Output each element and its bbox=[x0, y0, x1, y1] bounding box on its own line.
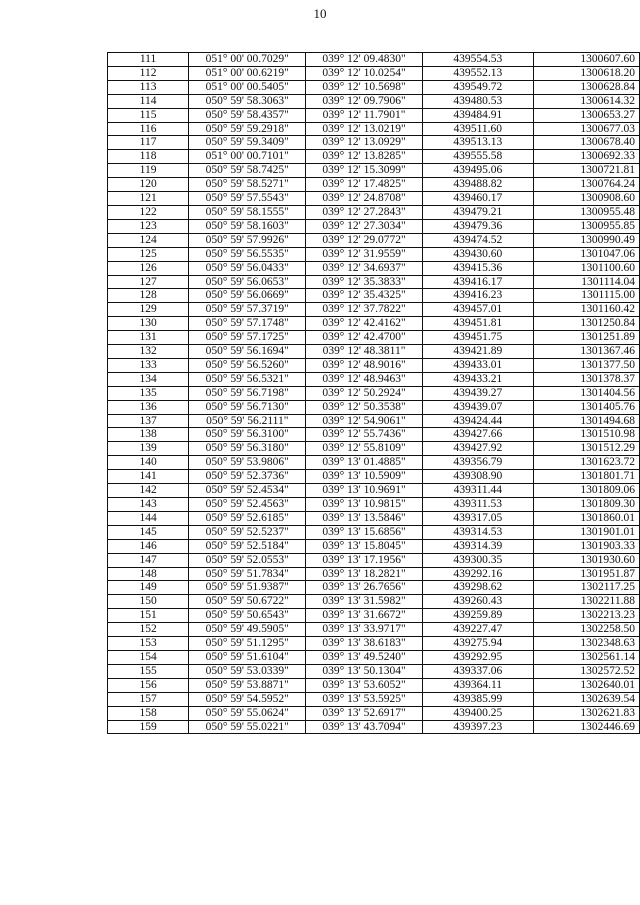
y-coordinate-cell: 1301115.00 bbox=[533, 289, 639, 303]
point-number-cell: 151 bbox=[108, 609, 189, 623]
point-number-cell: 138 bbox=[108, 428, 189, 442]
point-number-cell: 140 bbox=[108, 456, 189, 470]
y-coordinate-cell: 1301951.87 bbox=[533, 567, 639, 581]
latitude-cell: 050° 59' 58.7425" bbox=[189, 164, 306, 178]
longitude-cell: 039° 12' 55.7436" bbox=[306, 428, 422, 442]
table-row bbox=[108, 205, 640, 219]
y-coordinate-cell: 1301510.98 bbox=[533, 428, 639, 442]
longitude-cell: 039° 13' 10.5909" bbox=[306, 470, 422, 484]
table-row bbox=[108, 289, 640, 303]
latitude-cell: 050° 59' 55.0624" bbox=[189, 706, 306, 720]
x-coordinate-cell: 439292.95 bbox=[422, 650, 533, 664]
table-row bbox=[108, 66, 640, 80]
longitude-cell: 039° 13' 52.6917" bbox=[306, 706, 422, 720]
y-coordinate-cell: 1302117.25 bbox=[533, 581, 639, 595]
x-coordinate-cell: 439311.44 bbox=[422, 484, 533, 498]
x-coordinate-cell: 439314.53 bbox=[422, 525, 533, 539]
longitude-cell: 039° 13' 49.5240" bbox=[306, 650, 422, 664]
y-coordinate-cell: 1301860.01 bbox=[533, 511, 639, 525]
y-coordinate-cell: 1301809.06 bbox=[533, 484, 639, 498]
point-number-cell: 121 bbox=[108, 192, 189, 206]
y-coordinate-cell: 1301801.71 bbox=[533, 470, 639, 484]
x-coordinate-cell: 439552.13 bbox=[422, 66, 533, 80]
y-coordinate-cell: 1301378.37 bbox=[533, 372, 639, 386]
x-coordinate-cell: 439416.17 bbox=[422, 275, 533, 289]
point-number-cell: 125 bbox=[108, 247, 189, 261]
table-row bbox=[108, 692, 640, 706]
longitude-cell: 039° 12' 27.2843" bbox=[306, 205, 422, 219]
longitude-cell: 039° 12' 50.3538" bbox=[306, 400, 422, 414]
longitude-cell: 039° 12' 09.7906" bbox=[306, 94, 422, 108]
table-row bbox=[108, 470, 640, 484]
table-row bbox=[108, 664, 640, 678]
point-number-cell: 149 bbox=[108, 581, 189, 595]
point-number-cell: 126 bbox=[108, 261, 189, 275]
point-number-cell: 113 bbox=[108, 80, 189, 94]
x-coordinate-cell: 439439.07 bbox=[422, 400, 533, 414]
x-coordinate-cell: 439460.17 bbox=[422, 192, 533, 206]
table-row bbox=[108, 456, 640, 470]
page-number: 10 bbox=[313, 6, 327, 21]
latitude-cell: 050° 59' 50.6722" bbox=[189, 595, 306, 609]
x-coordinate-cell: 439337.06 bbox=[422, 664, 533, 678]
x-coordinate-cell: 439427.92 bbox=[422, 442, 533, 456]
y-coordinate-cell: 1300955.85 bbox=[533, 219, 639, 233]
table-row bbox=[108, 414, 640, 428]
y-coordinate-cell: 1300764.24 bbox=[533, 178, 639, 192]
x-coordinate-cell: 439480.53 bbox=[422, 94, 533, 108]
table-row bbox=[108, 331, 640, 345]
x-coordinate-cell: 439292.16 bbox=[422, 567, 533, 581]
latitude-cell: 050° 59' 58.3063" bbox=[189, 94, 306, 108]
latitude-cell: 050° 59' 52.4534" bbox=[189, 484, 306, 498]
longitude-cell: 039° 12' 48.9016" bbox=[306, 358, 422, 372]
table-row bbox=[108, 261, 640, 275]
point-number-cell: 133 bbox=[108, 358, 189, 372]
point-number-cell: 146 bbox=[108, 539, 189, 553]
point-number-cell: 145 bbox=[108, 525, 189, 539]
x-coordinate-cell: 439451.81 bbox=[422, 317, 533, 331]
longitude-cell: 039° 12' 42.4162" bbox=[306, 317, 422, 331]
x-coordinate-cell: 439385.99 bbox=[422, 692, 533, 706]
point-number-cell: 128 bbox=[108, 289, 189, 303]
longitude-cell: 039° 13' 15.6856" bbox=[306, 525, 422, 539]
x-coordinate-cell: 439314.39 bbox=[422, 539, 533, 553]
longitude-cell: 039° 12' 27.3034" bbox=[306, 219, 422, 233]
latitude-cell: 051° 00' 00.6219" bbox=[189, 66, 306, 80]
y-coordinate-cell: 1300692.33 bbox=[533, 150, 639, 164]
y-coordinate-cell: 1300607.60 bbox=[533, 53, 639, 67]
latitude-cell: 050° 59' 50.6543" bbox=[189, 609, 306, 623]
x-coordinate-cell: 439484.91 bbox=[422, 108, 533, 122]
longitude-cell: 039° 13' 13.5846" bbox=[306, 511, 422, 525]
latitude-cell: 050° 59' 56.3180" bbox=[189, 442, 306, 456]
longitude-cell: 039° 12' 10.0254" bbox=[306, 66, 422, 80]
point-number-cell: 134 bbox=[108, 372, 189, 386]
longitude-cell: 039° 13' 50.1304" bbox=[306, 664, 422, 678]
latitude-cell: 050° 59' 58.5271" bbox=[189, 178, 306, 192]
point-number-cell: 157 bbox=[108, 692, 189, 706]
longitude-cell: 039° 12' 17.4825" bbox=[306, 178, 422, 192]
table-row bbox=[108, 178, 640, 192]
x-coordinate-cell: 439457.01 bbox=[422, 303, 533, 317]
latitude-cell: 050° 59' 56.3100" bbox=[189, 428, 306, 442]
x-coordinate-cell: 439227.47 bbox=[422, 623, 533, 637]
table-row bbox=[108, 511, 640, 525]
latitude-cell: 050° 59' 53.0339" bbox=[189, 664, 306, 678]
x-coordinate-cell: 439513.13 bbox=[422, 136, 533, 150]
x-coordinate-cell: 439259.89 bbox=[422, 609, 533, 623]
latitude-cell: 050° 59' 58.1555" bbox=[189, 205, 306, 219]
longitude-cell: 039° 12' 55.8109" bbox=[306, 442, 422, 456]
longitude-cell: 039° 12' 48.3811" bbox=[306, 345, 422, 359]
y-coordinate-cell: 1300908.60 bbox=[533, 192, 639, 206]
longitude-cell: 039° 12' 13.8285" bbox=[306, 150, 422, 164]
longitude-cell: 039° 13' 38.6183" bbox=[306, 637, 422, 651]
y-coordinate-cell: 1301377.50 bbox=[533, 358, 639, 372]
x-coordinate-cell: 439479.36 bbox=[422, 219, 533, 233]
x-coordinate-cell: 439555.58 bbox=[422, 150, 533, 164]
table-row bbox=[108, 345, 640, 359]
table-row bbox=[108, 80, 640, 94]
latitude-cell: 050° 59' 56.5321" bbox=[189, 372, 306, 386]
latitude-cell: 050° 59' 57.9926" bbox=[189, 233, 306, 247]
x-coordinate-cell: 439433.01 bbox=[422, 358, 533, 372]
point-number-cell: 116 bbox=[108, 122, 189, 136]
x-coordinate-cell: 439317.05 bbox=[422, 511, 533, 525]
longitude-cell: 039° 12' 15.3099" bbox=[306, 164, 422, 178]
y-coordinate-cell: 1302640.01 bbox=[533, 678, 639, 692]
table-row bbox=[108, 720, 640, 734]
point-number-cell: 117 bbox=[108, 136, 189, 150]
longitude-cell: 039° 13' 31.6672" bbox=[306, 609, 422, 623]
longitude-cell: 039° 13' 01.4885" bbox=[306, 456, 422, 470]
point-number-cell: 155 bbox=[108, 664, 189, 678]
y-coordinate-cell: 1300990.49 bbox=[533, 233, 639, 247]
y-coordinate-cell: 1302639.54 bbox=[533, 692, 639, 706]
latitude-cell: 050° 59' 56.0669" bbox=[189, 289, 306, 303]
x-coordinate-cell: 439479.21 bbox=[422, 205, 533, 219]
longitude-cell: 039° 12' 42.4700" bbox=[306, 331, 422, 345]
latitude-cell: 050° 59' 52.3736" bbox=[189, 470, 306, 484]
latitude-cell: 050° 59' 56.7130" bbox=[189, 400, 306, 414]
point-number-cell: 154 bbox=[108, 650, 189, 664]
latitude-cell: 050° 59' 57.3719" bbox=[189, 303, 306, 317]
y-coordinate-cell: 1300678.40 bbox=[533, 136, 639, 150]
table-row bbox=[108, 108, 640, 122]
longitude-cell: 039° 12' 50.2924" bbox=[306, 386, 422, 400]
point-number-cell: 136 bbox=[108, 400, 189, 414]
longitude-cell: 039° 12' 35.4325" bbox=[306, 289, 422, 303]
longitude-cell: 039° 13' 31.5982" bbox=[306, 595, 422, 609]
y-coordinate-cell: 1301901.01 bbox=[533, 525, 639, 539]
point-number-cell: 143 bbox=[108, 498, 189, 512]
coordinates-table bbox=[107, 52, 640, 734]
longitude-cell: 039° 13' 18.2821" bbox=[306, 567, 422, 581]
point-number-cell: 115 bbox=[108, 108, 189, 122]
point-number-cell: 120 bbox=[108, 178, 189, 192]
point-number-cell: 132 bbox=[108, 345, 189, 359]
y-coordinate-cell: 1302561.14 bbox=[533, 650, 639, 664]
y-coordinate-cell: 1301160.42 bbox=[533, 303, 639, 317]
latitude-cell: 051° 00' 00.5405" bbox=[189, 80, 306, 94]
latitude-cell: 050° 59' 51.6104" bbox=[189, 650, 306, 664]
latitude-cell: 050° 59' 58.1603" bbox=[189, 219, 306, 233]
x-coordinate-cell: 439495.06 bbox=[422, 164, 533, 178]
table-row bbox=[108, 498, 640, 512]
coordinates-table-body bbox=[108, 53, 640, 734]
x-coordinate-cell: 439430.60 bbox=[422, 247, 533, 261]
y-coordinate-cell: 1301494.68 bbox=[533, 414, 639, 428]
latitude-cell: 050° 59' 49.5905" bbox=[189, 623, 306, 637]
table-row bbox=[108, 136, 640, 150]
point-number-cell: 139 bbox=[108, 442, 189, 456]
y-coordinate-cell: 1302211.88 bbox=[533, 595, 639, 609]
latitude-cell: 050° 59' 52.5237" bbox=[189, 525, 306, 539]
table-row bbox=[108, 303, 640, 317]
longitude-cell: 039° 12' 31.9559" bbox=[306, 247, 422, 261]
point-number-cell: 112 bbox=[108, 66, 189, 80]
point-number-cell: 119 bbox=[108, 164, 189, 178]
longitude-cell: 039° 13' 15.8045" bbox=[306, 539, 422, 553]
longitude-cell: 039° 12' 11.7901" bbox=[306, 108, 422, 122]
longitude-cell: 039° 12' 10.5698" bbox=[306, 80, 422, 94]
longitude-cell: 039° 12' 35.3833" bbox=[306, 275, 422, 289]
table-row bbox=[108, 372, 640, 386]
y-coordinate-cell: 1301100.60 bbox=[533, 261, 639, 275]
longitude-cell: 039° 13' 43.7094" bbox=[306, 720, 422, 734]
point-number-cell: 153 bbox=[108, 637, 189, 651]
table-row bbox=[108, 94, 640, 108]
x-coordinate-cell: 439397.23 bbox=[422, 720, 533, 734]
latitude-cell: 050° 59' 56.5260" bbox=[189, 358, 306, 372]
table-row bbox=[108, 623, 640, 637]
longitude-cell: 039° 13' 33.9717" bbox=[306, 623, 422, 637]
latitude-cell: 050° 59' 57.5543" bbox=[189, 192, 306, 206]
y-coordinate-cell: 1300721.81 bbox=[533, 164, 639, 178]
x-coordinate-cell: 439260.43 bbox=[422, 595, 533, 609]
table-row bbox=[108, 428, 640, 442]
point-number-cell: 130 bbox=[108, 317, 189, 331]
x-coordinate-cell: 439275.94 bbox=[422, 637, 533, 651]
y-coordinate-cell: 1301623.72 bbox=[533, 456, 639, 470]
latitude-cell: 050° 59' 55.0221" bbox=[189, 720, 306, 734]
table-row bbox=[108, 317, 640, 331]
table-row bbox=[108, 525, 640, 539]
point-number-cell: 150 bbox=[108, 595, 189, 609]
y-coordinate-cell: 1301809.30 bbox=[533, 498, 639, 512]
x-coordinate-cell: 439311.53 bbox=[422, 498, 533, 512]
table-row bbox=[108, 233, 640, 247]
point-number-cell: 131 bbox=[108, 331, 189, 345]
x-coordinate-cell: 439549.72 bbox=[422, 80, 533, 94]
longitude-cell: 039° 12' 24.8708" bbox=[306, 192, 422, 206]
point-number-cell: 111 bbox=[108, 53, 189, 67]
x-coordinate-cell: 439424.44 bbox=[422, 414, 533, 428]
table-row bbox=[108, 595, 640, 609]
y-coordinate-cell: 1302213.23 bbox=[533, 609, 639, 623]
latitude-cell: 050° 59' 59.2918" bbox=[189, 122, 306, 136]
y-coordinate-cell: 1301512.29 bbox=[533, 442, 639, 456]
x-coordinate-cell: 439451.75 bbox=[422, 331, 533, 345]
y-coordinate-cell: 1301250.84 bbox=[533, 317, 639, 331]
latitude-cell: 050° 59' 56.0653" bbox=[189, 275, 306, 289]
latitude-cell: 050° 59' 56.7198" bbox=[189, 386, 306, 400]
table-row bbox=[108, 122, 640, 136]
latitude-cell: 051° 00' 00.7101" bbox=[189, 150, 306, 164]
y-coordinate-cell: 1301251.89 bbox=[533, 331, 639, 345]
latitude-cell: 050° 59' 51.9387" bbox=[189, 581, 306, 595]
longitude-cell: 039° 12' 48.9463" bbox=[306, 372, 422, 386]
y-coordinate-cell: 1302348.63 bbox=[533, 637, 639, 651]
point-number-cell: 122 bbox=[108, 205, 189, 219]
table-row bbox=[108, 386, 640, 400]
longitude-cell: 039° 13' 17.1956" bbox=[306, 553, 422, 567]
table-row bbox=[108, 247, 640, 261]
longitude-cell: 039° 12' 37.7822" bbox=[306, 303, 422, 317]
table-row bbox=[108, 678, 640, 692]
y-coordinate-cell: 1301930.60 bbox=[533, 553, 639, 567]
point-number-cell: 148 bbox=[108, 567, 189, 581]
latitude-cell: 050° 59' 57.1748" bbox=[189, 317, 306, 331]
latitude-cell: 050° 59' 56.1694" bbox=[189, 345, 306, 359]
point-number-cell: 158 bbox=[108, 706, 189, 720]
table-row bbox=[108, 400, 640, 414]
point-number-cell: 144 bbox=[108, 511, 189, 525]
y-coordinate-cell: 1302572.52 bbox=[533, 664, 639, 678]
x-coordinate-cell: 439439.27 bbox=[422, 386, 533, 400]
latitude-cell: 050° 59' 58.4357" bbox=[189, 108, 306, 122]
table-row bbox=[108, 53, 640, 67]
latitude-cell: 050° 59' 57.1725" bbox=[189, 331, 306, 345]
point-number-cell: 135 bbox=[108, 386, 189, 400]
point-number-cell: 152 bbox=[108, 623, 189, 637]
longitude-cell: 039° 12' 29.0772" bbox=[306, 233, 422, 247]
table-row bbox=[108, 219, 640, 233]
longitude-cell: 039° 12' 54.9061" bbox=[306, 414, 422, 428]
y-coordinate-cell: 1301404.56 bbox=[533, 386, 639, 400]
latitude-cell: 050° 59' 53.8871" bbox=[189, 678, 306, 692]
x-coordinate-cell: 439400.25 bbox=[422, 706, 533, 720]
latitude-cell: 051° 00' 00.7029" bbox=[189, 53, 306, 67]
latitude-cell: 050° 59' 51.7834" bbox=[189, 567, 306, 581]
point-number-cell: 159 bbox=[108, 720, 189, 734]
latitude-cell: 050° 59' 56.5535" bbox=[189, 247, 306, 261]
x-coordinate-cell: 439415.36 bbox=[422, 261, 533, 275]
y-coordinate-cell: 1300628.84 bbox=[533, 80, 639, 94]
latitude-cell: 050° 59' 54.5952" bbox=[189, 692, 306, 706]
table-row bbox=[108, 442, 640, 456]
longitude-cell: 039° 12' 13.0929" bbox=[306, 136, 422, 150]
table-row bbox=[108, 484, 640, 498]
latitude-cell: 050° 59' 52.6185" bbox=[189, 511, 306, 525]
y-coordinate-cell: 1301367.46 bbox=[533, 345, 639, 359]
latitude-cell: 050° 59' 53.9806" bbox=[189, 456, 306, 470]
point-number-cell: 141 bbox=[108, 470, 189, 484]
point-number-cell: 137 bbox=[108, 414, 189, 428]
x-coordinate-cell: 439298.62 bbox=[422, 581, 533, 595]
latitude-cell: 050° 59' 51.1295" bbox=[189, 637, 306, 651]
x-coordinate-cell: 439433.21 bbox=[422, 372, 533, 386]
y-coordinate-cell: 1301114.04 bbox=[533, 275, 639, 289]
longitude-cell: 039° 13' 10.9691" bbox=[306, 484, 422, 498]
point-number-cell: 127 bbox=[108, 275, 189, 289]
x-coordinate-cell: 439488.82 bbox=[422, 178, 533, 192]
x-coordinate-cell: 439554.53 bbox=[422, 53, 533, 67]
y-coordinate-cell: 1300955.48 bbox=[533, 205, 639, 219]
longitude-cell: 039° 12' 34.6937" bbox=[306, 261, 422, 275]
longitude-cell: 039° 13' 26.7656" bbox=[306, 581, 422, 595]
y-coordinate-cell: 1300653.27 bbox=[533, 108, 639, 122]
y-coordinate-cell: 1302446.69 bbox=[533, 720, 639, 734]
table-row bbox=[108, 539, 640, 553]
longitude-cell: 039° 12' 13.0219" bbox=[306, 122, 422, 136]
point-number-cell: 118 bbox=[108, 150, 189, 164]
x-coordinate-cell: 439474.52 bbox=[422, 233, 533, 247]
table-row bbox=[108, 358, 640, 372]
table-row bbox=[108, 164, 640, 178]
point-number-cell: 129 bbox=[108, 303, 189, 317]
y-coordinate-cell: 1302258.50 bbox=[533, 623, 639, 637]
table-row bbox=[108, 581, 640, 595]
x-coordinate-cell: 439511.60 bbox=[422, 122, 533, 136]
longitude-cell: 039° 13' 53.6052" bbox=[306, 678, 422, 692]
table-row bbox=[108, 650, 640, 664]
point-number-cell: 147 bbox=[108, 553, 189, 567]
table-row bbox=[108, 192, 640, 206]
point-number-cell: 123 bbox=[108, 219, 189, 233]
point-number-cell: 124 bbox=[108, 233, 189, 247]
latitude-cell: 050° 59' 59.3409" bbox=[189, 136, 306, 150]
table-row bbox=[108, 150, 640, 164]
table-row bbox=[108, 609, 640, 623]
latitude-cell: 050° 59' 56.0433" bbox=[189, 261, 306, 275]
x-coordinate-cell: 439427.66 bbox=[422, 428, 533, 442]
y-coordinate-cell: 1302621.83 bbox=[533, 706, 639, 720]
x-coordinate-cell: 439356.79 bbox=[422, 456, 533, 470]
x-coordinate-cell: 439416.23 bbox=[422, 289, 533, 303]
y-coordinate-cell: 1300614.32 bbox=[533, 94, 639, 108]
x-coordinate-cell: 439421.89 bbox=[422, 345, 533, 359]
table-row bbox=[108, 275, 640, 289]
latitude-cell: 050° 59' 52.4563" bbox=[189, 498, 306, 512]
y-coordinate-cell: 1301047.06 bbox=[533, 247, 639, 261]
table-row bbox=[108, 567, 640, 581]
y-coordinate-cell: 1301405.76 bbox=[533, 400, 639, 414]
longitude-cell: 039° 12' 09.4830" bbox=[306, 53, 422, 67]
x-coordinate-cell: 439300.35 bbox=[422, 553, 533, 567]
y-coordinate-cell: 1301903.33 bbox=[533, 539, 639, 553]
table-row bbox=[108, 706, 640, 720]
x-coordinate-cell: 439308.90 bbox=[422, 470, 533, 484]
table-row bbox=[108, 553, 640, 567]
y-coordinate-cell: 1300677.03 bbox=[533, 122, 639, 136]
longitude-cell: 039° 13' 53.5925" bbox=[306, 692, 422, 706]
latitude-cell: 050° 59' 56.2111" bbox=[189, 414, 306, 428]
point-number-cell: 156 bbox=[108, 678, 189, 692]
longitude-cell: 039° 13' 10.9815" bbox=[306, 498, 422, 512]
latitude-cell: 050° 59' 52.5184" bbox=[189, 539, 306, 553]
table-row bbox=[108, 637, 640, 651]
point-number-cell: 142 bbox=[108, 484, 189, 498]
x-coordinate-cell: 439364.11 bbox=[422, 678, 533, 692]
point-number-cell: 114 bbox=[108, 94, 189, 108]
y-coordinate-cell: 1300618.20 bbox=[533, 66, 639, 80]
latitude-cell: 050° 59' 52.0553" bbox=[189, 553, 306, 567]
